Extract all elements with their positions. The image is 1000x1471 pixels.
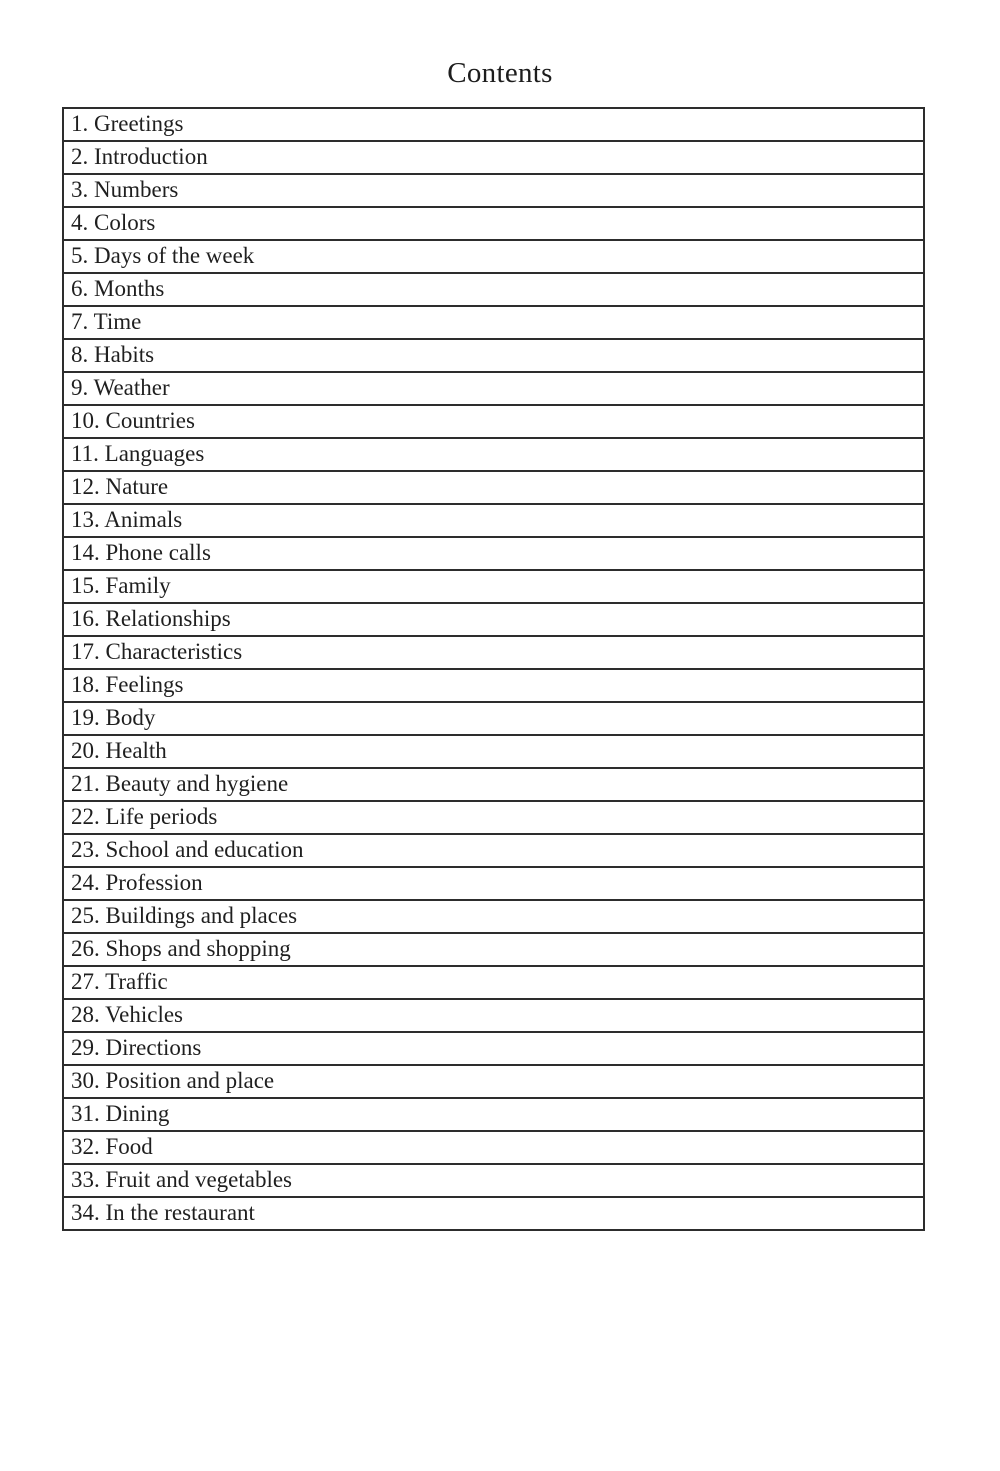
table-row [63, 900, 924, 933]
contents-item-number: 23. [71, 837, 100, 862]
table-row [63, 768, 924, 801]
table-row [63, 603, 924, 636]
contents-item [63, 933, 924, 966]
contents-item-number: 34. [71, 1200, 100, 1225]
contents-table [62, 107, 925, 1231]
table-row [63, 636, 924, 669]
contents-item-label: Food [105, 1134, 153, 1159]
contents-item [63, 768, 924, 801]
contents-item [63, 372, 924, 405]
table-row [63, 1131, 924, 1164]
contents-item-number: 8. [71, 342, 89, 367]
contents-item-number: 25. [71, 903, 100, 928]
table-row [63, 537, 924, 570]
contents-item [63, 174, 924, 207]
contents-item-number: 13. [71, 507, 100, 532]
contents-item-label: Phone calls [105, 540, 211, 565]
contents-item-label: Months [94, 276, 165, 301]
contents-item-number: 30. [71, 1068, 100, 1093]
contents-item-number: 26. [71, 936, 100, 961]
contents-item-number: 31. [71, 1101, 100, 1126]
contents-item [63, 966, 924, 999]
contents-item [63, 570, 924, 603]
table-row [63, 801, 924, 834]
contents-item-label: Profession [105, 870, 203, 895]
contents-item-label: Health [105, 738, 167, 763]
contents-item-number: 12. [71, 474, 100, 499]
contents-item-number: 15. [71, 573, 100, 598]
contents-item-number: 3. [71, 177, 89, 202]
contents-item-label: Directions [105, 1035, 202, 1060]
contents-item-label: Numbers [94, 177, 179, 202]
contents-item [63, 999, 924, 1032]
table-row [63, 966, 924, 999]
contents-item-number: 9. [71, 375, 89, 400]
table-row [63, 339, 924, 372]
contents-item [63, 273, 924, 306]
contents-item-number: 21. [71, 771, 100, 796]
contents-item-number: 7. [71, 309, 89, 334]
contents-item-label: School and education [105, 837, 304, 862]
table-row [63, 174, 924, 207]
contents-item-label: Position and place [105, 1068, 275, 1093]
contents-item-label: Languages [104, 441, 205, 466]
table-row [63, 372, 924, 405]
contents-item-label: Buildings and places [105, 903, 298, 928]
contents-item [63, 1164, 924, 1197]
table-row [63, 306, 924, 339]
table-row [63, 207, 924, 240]
contents-item-number: 17. [71, 639, 100, 664]
contents-item-label: Time [93, 309, 142, 334]
table-row [63, 867, 924, 900]
contents-item [63, 735, 924, 768]
contents-item [63, 339, 924, 372]
contents-item-label: Days of the week [94, 243, 255, 268]
contents-item [63, 306, 924, 339]
table-row [63, 240, 924, 273]
contents-item-number: 32. [71, 1134, 100, 1159]
table-row [63, 999, 924, 1032]
table-row [63, 1197, 924, 1230]
contents-item-label: Colors [94, 210, 156, 235]
contents-item-label: Relationships [105, 606, 231, 631]
contents-item [63, 636, 924, 669]
contents-item [63, 537, 924, 570]
contents-item [63, 603, 924, 636]
contents-item [63, 1098, 924, 1131]
contents-item [63, 1065, 924, 1098]
table-row [63, 933, 924, 966]
contents-item [63, 471, 924, 504]
contents-item-number: 19. [71, 705, 100, 730]
contents-item-label: Dining [105, 1101, 170, 1126]
contents-item-number: 5. [71, 243, 89, 268]
contents-item-label: Greetings [94, 111, 184, 136]
contents-item-label: Introduction [94, 144, 208, 169]
contents-item-number: 10. [71, 408, 100, 433]
table-row [63, 438, 924, 471]
table-row [63, 141, 924, 174]
contents-item [63, 207, 924, 240]
table-row [63, 1098, 924, 1131]
contents-item-number: 24. [71, 870, 100, 895]
document-page [0, 57, 1000, 1231]
contents-item [63, 438, 924, 471]
contents-item-label: Animals [104, 507, 183, 532]
contents-item [63, 504, 924, 537]
contents-item-number: 20. [71, 738, 100, 763]
contents-item-number: 11. [71, 441, 99, 466]
contents-item-number: 22. [71, 804, 100, 829]
contents-item [63, 702, 924, 735]
table-row [63, 735, 924, 768]
table-row [63, 405, 924, 438]
contents-item [63, 1197, 924, 1230]
contents-item-label: Life periods [105, 804, 218, 829]
contents-item-label: Beauty and hygiene [105, 771, 289, 796]
contents-item-label: Vehicles [105, 1002, 184, 1027]
contents-table-body [63, 108, 924, 1230]
contents-item-label: Feelings [105, 672, 184, 697]
contents-item [63, 867, 924, 900]
contents-item-number: 4. [71, 210, 89, 235]
table-row [63, 504, 924, 537]
table-row [63, 669, 924, 702]
contents-item-number: 29. [71, 1035, 100, 1060]
table-row [63, 273, 924, 306]
contents-item-label: Traffic [105, 969, 168, 994]
contents-item-number: 18. [71, 672, 100, 697]
contents-item-label: Nature [105, 474, 169, 499]
contents-item-label: Countries [105, 408, 195, 433]
contents-item [63, 240, 924, 273]
contents-item [63, 141, 924, 174]
table-row [63, 1164, 924, 1197]
contents-item-label: In the restaurant [105, 1200, 255, 1225]
contents-item-label: Characteristics [105, 639, 243, 664]
contents-item-label: Family [105, 573, 171, 598]
contents-item [63, 834, 924, 867]
table-row [63, 1065, 924, 1098]
contents-item [63, 1131, 924, 1164]
contents-item-number: 1. [71, 111, 89, 136]
contents-item-number: 33. [71, 1167, 100, 1192]
contents-item-label: Body [105, 705, 156, 730]
table-row [63, 471, 924, 504]
contents-item-label: Weather [93, 375, 170, 400]
contents-item-number: 16. [71, 606, 100, 631]
table-row [63, 702, 924, 735]
contents-item-number: 2. [71, 144, 89, 169]
contents-item [63, 801, 924, 834]
contents-item-number: 27. [71, 969, 100, 994]
page-title: Contents [447, 57, 553, 89]
contents-item-label: Shops and shopping [105, 936, 291, 961]
contents-item [63, 900, 924, 933]
contents-item [63, 405, 924, 438]
contents-item [63, 669, 924, 702]
contents-item-number: 28. [71, 1002, 100, 1027]
contents-item-label: Habits [94, 342, 155, 367]
contents-item-number: 14. [71, 540, 100, 565]
table-row [63, 108, 924, 141]
contents-item [63, 108, 924, 141]
table-row [63, 570, 924, 603]
contents-item-number: 6. [71, 276, 89, 301]
contents-item-label: Fruit and vegetables [105, 1167, 293, 1192]
table-row [63, 1032, 924, 1065]
table-row [63, 834, 924, 867]
contents-item [63, 1032, 924, 1065]
